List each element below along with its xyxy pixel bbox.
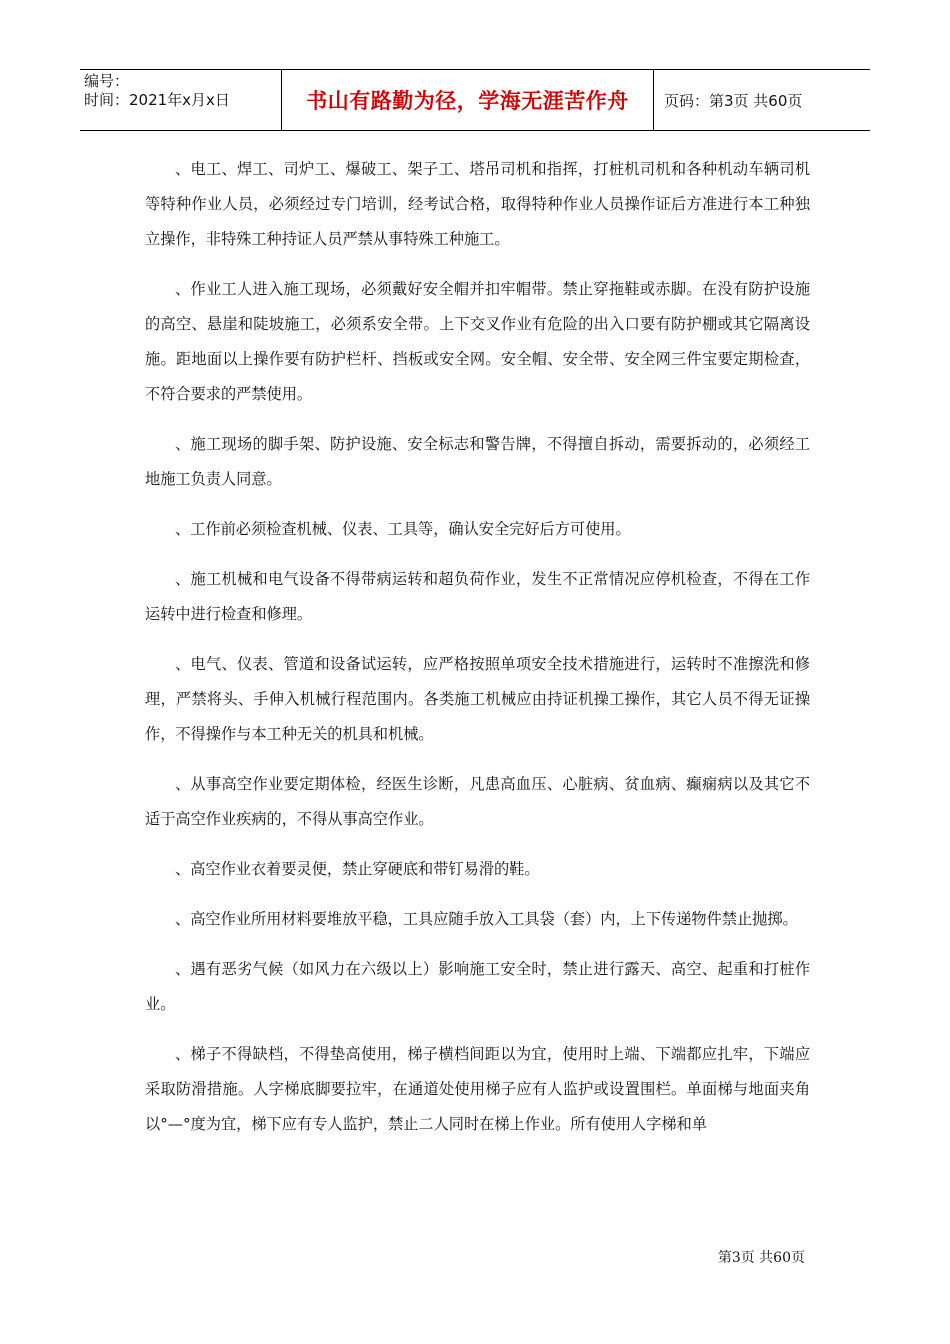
paragraph: 、作业工人进入施工现场，必须戴好安全帽并扣牢帽带。禁止穿拖鞋或赤脚。在没有防护设施的高空、悬崖和陡坡施工，必须系安全带。上下交叉作业有危险的出入口要有防护棚或其它隔离设施。距地面以上操作要有防护栏杆、挡板或安全网。安全帽、安全带、安全网三件宝要定期检查，不符合要求的严禁使用。 (145, 280, 810, 403)
paragraph: 、电气、仪表、管道和设备试运转，应严格按照单项安全技术措施进行，运转时不准擦洗和修理，严禁将头、手伸入机械行程范围内。各类施工机械应由持证机操工操作，其它人员不得无证操作，不得操作与本工种无关的机具和机械。 (145, 655, 810, 743)
document-header (80, 69, 870, 131)
paragraph: 、高空作业所用材料要堆放平稳，工具应随手放入工具袋（套）内，上下传递物件禁止抛掷。 (175, 910, 798, 928)
paragraph: 、遇有恶劣气候（如风力在六级以上）影响施工安全时，禁止进行露天、高空、起重和打桩作业。 (145, 960, 810, 1013)
header-motto: 书山有路勤为径，学海无涯苦作舟 (282, 70, 654, 130)
document-date: 时间：2021年x月x日 (84, 91, 230, 109)
document-body (145, 152, 810, 1157)
paragraph: 、施工现场的脚手架、防护设施、安全标志和警告牌，不得擅自拆动，需要拆动的，必须经工地施工负责人同意。 (145, 435, 810, 488)
footer-page-number: 第3页 共60页 (717, 1250, 805, 1266)
header-meta (80, 70, 282, 130)
header-page-info: 页码：第3页 共60页 (664, 91, 803, 110)
paragraph: 、高空作业衣着要灵便，禁止穿硬底和带钉易滑的鞋。 (175, 860, 540, 878)
paragraph: 、工作前必须检查机械、仪表、工具等，确认安全完好后方可使用。 (175, 520, 631, 538)
document-number-label: 编号： (84, 72, 130, 90)
paragraph: 、从事高空作业要定期体检，经医生诊断，凡患高血压、心脏病、贫血病、癫痫病以及其它不适于高空作业疾病的，不得从事高空作业。 (145, 775, 810, 828)
paragraph: 、施工机械和电气设备不得带病运转和超负荷作业，发生不正常情况应停机检查，不得在工作运转中进行检查和修理。 (145, 570, 810, 623)
paragraph: 、梯子不得缺档，不得垫高使用，梯子横档间距以为宜，使用时上端、下端都应扎牢，下端应采取防滑措施。人字梯底脚要拉牢，在通道处使用梯子应有人监护或设置围栏。单面梯与地面夹角以°—°度为宜，梯下应有专人监护，禁止二人同时在梯上作业。所有使用人字梯和单 (145, 1045, 810, 1133)
paragraph: 、电工、焊工、司炉工、爆破工、架子工、塔吊司机和指挥，打桩机司机和各种机动车辆司机等特种作业人员，必须经过专门培训，经考试合格，取得特种作业人员操作证后方准进行本工种独立操作，非特殊工种持证人员严禁从事特殊工种施工。 (145, 160, 810, 248)
